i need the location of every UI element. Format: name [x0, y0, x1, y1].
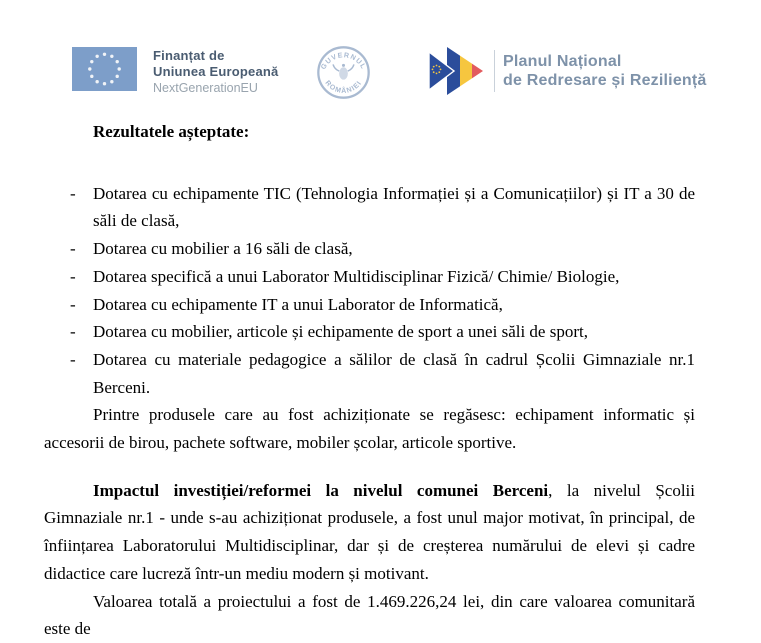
list-item-dash: -: [70, 239, 76, 259]
list-item: [44, 291, 695, 319]
list-item-dash: -: [70, 183, 76, 203]
list-item-text: Dotarea cu echipamente TIC (Tehnologia Informației și a Comunicațiilor) și IT a 30 de săli de clasă,: [93, 183, 695, 231]
list-item-dash: -: [70, 266, 76, 286]
pnrr-logo-divider: [494, 50, 495, 92]
list-item-text: Dotarea specifică a unui Laborator Multidisciplinar Fizică/ Chimie/ Biologie,: [93, 266, 620, 286]
paragraph-value: Valoarea totală a proiectului a fost de 1.469.226,24 lei, din care valoarea comunitară este de: [44, 591, 695, 639]
eu-logo-line3: NextGenerationEU: [153, 81, 258, 95]
seal-text-bottom: ROMÂNIEI: [323, 79, 364, 96]
eu-funded-logo: [72, 47, 278, 96]
romanian-government-seal-icon: [315, 44, 372, 101]
romanian-government-seal: [315, 44, 372, 101]
list-item-text: Dotarea cu mobilier, articole și echipamente de sport a unei săli de sport,: [93, 322, 588, 342]
eu-logo-line2: Uniunea Europeană: [153, 63, 279, 79]
pnrr-logo: [428, 46, 707, 96]
pnrr-arrows-icon: [428, 46, 490, 96]
paragraph-products: Printre produsele care au fost achiziționate se regăsesc: echipament informatic și accesorii de birou, pachete software, mobiler școlar, articole sportive.: [44, 405, 695, 453]
document-body: [44, 118, 695, 643]
list-item: [44, 346, 695, 401]
list-item-dash: -: [70, 294, 76, 314]
pnrr-logo-text: [503, 52, 707, 91]
eu-logo-text: [153, 47, 278, 96]
impact-rest-text: , la nivelul Școlii Gimnaziale nr.1 - unde s-au achiziționat produsele, a fost unul major motivat, în principal, de înființarea Laboratorului Multidisciplinar, dar și de creșterea numărului de elevi și cadre didactice care lucreză într-un mediu modern și motivant.: [44, 480, 695, 583]
list-item: [44, 263, 695, 291]
pnrr-logo-line2: de Redresare și Reziliență: [503, 72, 707, 89]
list-item-text: Dotarea cu echipamente IT a unui Laborator de Informatică,: [93, 294, 503, 314]
logo-header: [0, 0, 761, 118]
eu-flag-icon: [72, 47, 137, 91]
seal-text-top: GUVERNUL: [320, 52, 367, 71]
list-item: [44, 318, 695, 346]
impact-lead-bold: Impactul investiției/reformei la nivelul comunei Berceni: [93, 480, 549, 500]
list-item-text: Dotarea cu mobilier a 16 săli de clasă,: [93, 239, 353, 259]
pnrr-logo-line1: Planul Național: [503, 52, 622, 70]
list-item: [44, 235, 695, 263]
section-heading: Rezultatele așteptate:: [93, 122, 250, 141]
list-item: [44, 180, 695, 235]
list-item-dash: -: [70, 322, 76, 342]
seal-coat-of-arms: [333, 64, 354, 80]
eu-logo-line1: Finanțat de: [153, 48, 225, 63]
paragraph-impact: [44, 477, 695, 588]
bullet-list: [44, 180, 695, 402]
list-item-dash: -: [70, 349, 76, 369]
list-item-text: Dotarea cu materiale pedagogice a sălilor de clasă în cadrul Școlii Gimnaziale nr.1 Berceni.: [93, 349, 695, 397]
